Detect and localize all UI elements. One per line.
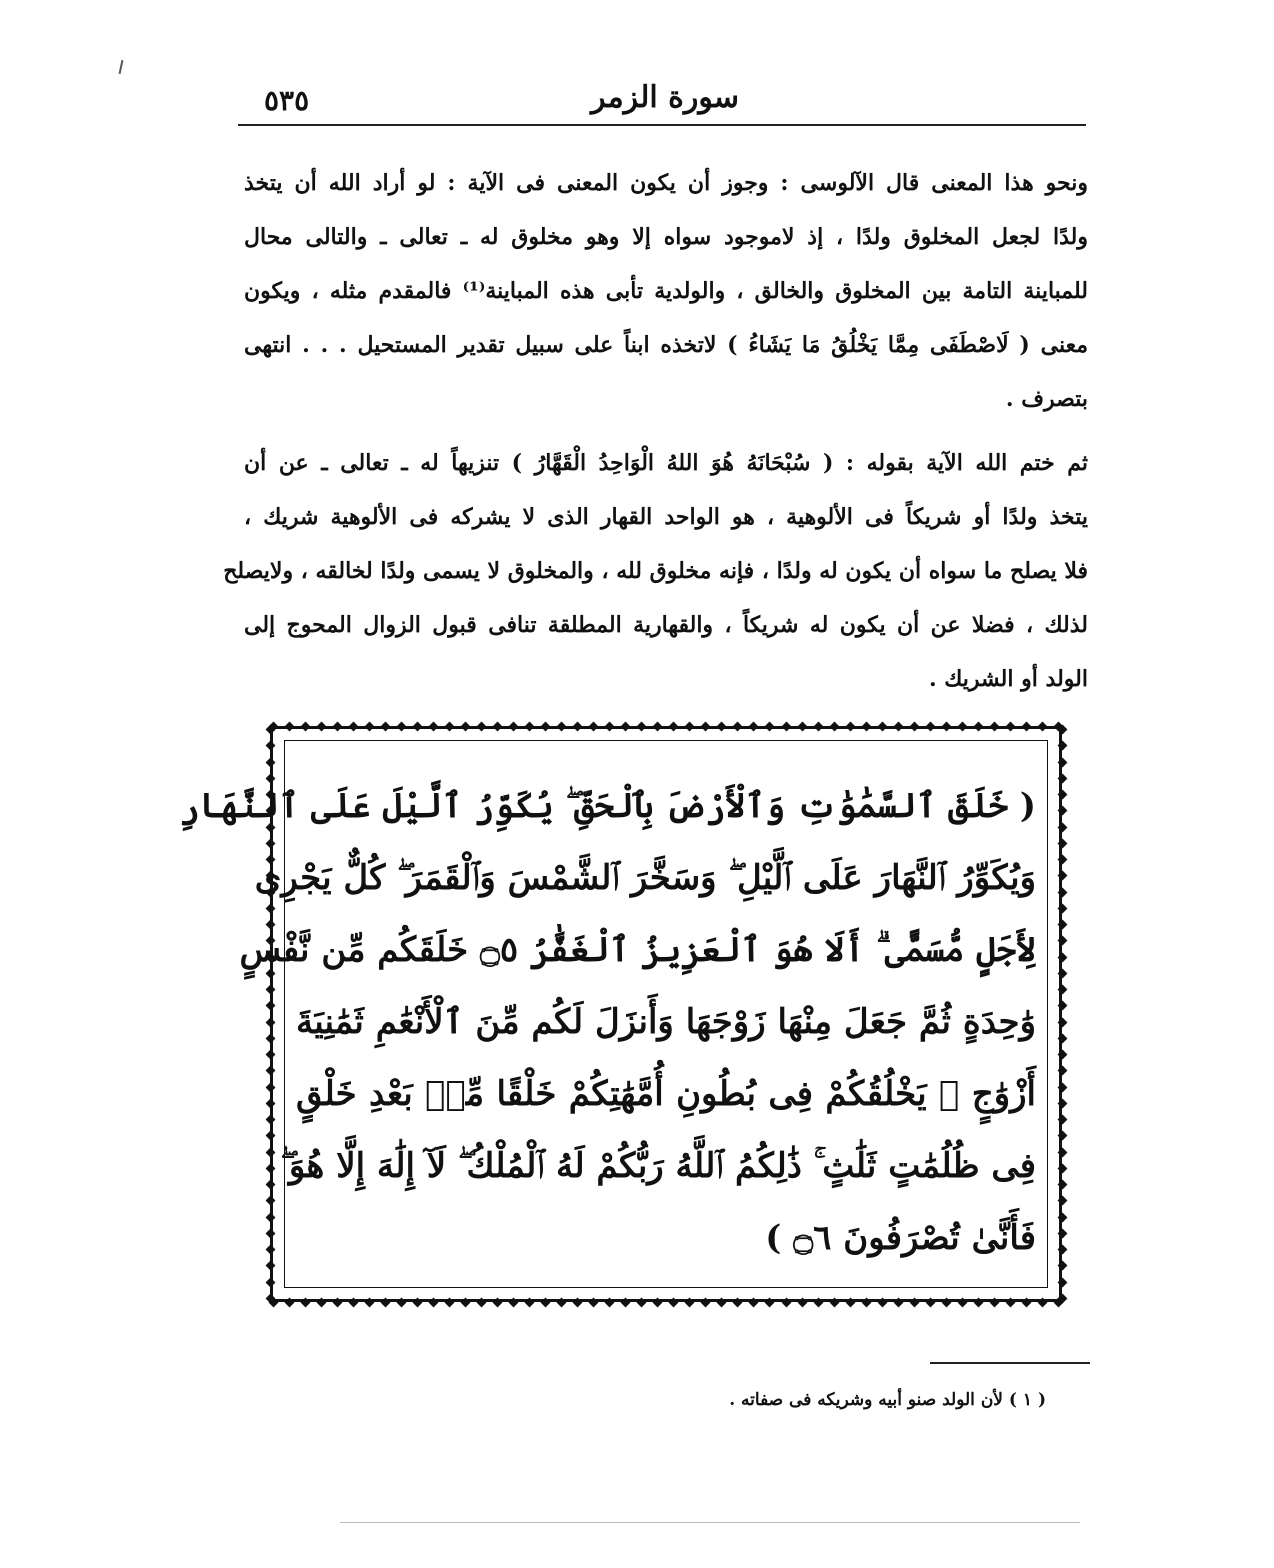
ornament-diamond — [397, 1297, 407, 1307]
ornament-diamond — [637, 721, 647, 731]
ornament-diamond — [717, 1297, 727, 1307]
ornament-diamond — [525, 721, 535, 731]
ornament-diamond — [493, 1297, 503, 1307]
ornament-diamond — [265, 1082, 275, 1092]
verse-line: فِى ظُلُمَٰتٍ ثَلَٰثٍ ۚ ذَٰلِكُمُ ٱللَّهُ رَبُّكُمْ لَهُ ٱلْمُلْكُ ۖ لَآ إِلَٰهَ إِلَّا هُوَ ۖ — [280, 1146, 1036, 1186]
ornament-diamond — [541, 721, 551, 731]
ornament-diamond — [265, 1098, 275, 1108]
ornament-diamond — [1057, 1293, 1067, 1303]
verse-line: لِأَجَلٍ مُّسَمًّى ۗ أَلَا هُوَ ٱلْعَزِيزُ ٱلْغَفَّٰرُ ۝٥ خَلَقَكُم مِّن نَّفْسٍ — [239, 930, 1036, 970]
ornament-diamond — [509, 1297, 519, 1307]
ornament-diamond — [1057, 936, 1067, 946]
ornament-diamond — [557, 721, 567, 731]
ornament-diamond — [265, 1228, 275, 1238]
ornament-diamond — [605, 721, 615, 731]
ornament-diamond — [1057, 1066, 1067, 1076]
ornament-diamond — [589, 1297, 599, 1307]
ornament-diamond — [797, 1297, 807, 1307]
ornament-diamond — [653, 721, 663, 731]
ornament-diamond — [397, 721, 407, 731]
ornament-diamond — [781, 721, 791, 731]
ornament-diamond — [265, 741, 275, 751]
ornament-diamond — [749, 1297, 759, 1307]
ornament-diamond — [893, 1297, 903, 1307]
frame-ornament-top — [270, 719, 1062, 733]
ornament-diamond — [1005, 721, 1015, 731]
ornament-diamond — [1057, 790, 1067, 800]
ornament-diamond — [653, 1297, 663, 1307]
verse-line: أَزْوَٰجٍ ۚ يَخْلُقُكُمْ فِى بُطُونِ أُمَّهَٰتِكُمْ خَلْقًا مِّنۢ بَعْدِ خَلْقٍ — [296, 1074, 1036, 1114]
ornament-diamond — [1057, 822, 1067, 832]
ornament-diamond — [333, 1297, 343, 1307]
ornament-diamond — [333, 721, 343, 731]
ornament-diamond — [765, 721, 775, 731]
ornament-diamond — [265, 1131, 275, 1141]
ornament-diamond — [381, 1297, 391, 1307]
ornament-diamond — [1057, 985, 1067, 995]
text-line: ثم ختم الله الآية بقوله : ( سُبْحَانَهُ هُوَ اللهُ الْوَاحِدُ الْقَهَّارُ ) تنزيهاً له ـ تعالى ـ عن أن — [244, 450, 1088, 476]
ornament-diamond — [541, 1297, 551, 1307]
ornament-diamond — [477, 721, 487, 731]
ornament-diamond — [829, 721, 839, 731]
ornament-diamond — [365, 1297, 375, 1307]
page-number: ٥٣٥ — [264, 84, 310, 117]
ornament-diamond — [813, 721, 823, 731]
verse-line: وَٰحِدَةٍ ثُمَّ جَعَلَ مِنْهَا زَوْجَهَا وَأَنزَلَ لَكُم مِّنَ ٱلْأَنْعَٰمِ ثَمَٰنِيَةَ — [296, 1002, 1036, 1042]
ornament-diamond — [733, 721, 743, 731]
frame-ornament-right — [1055, 726, 1069, 1302]
ornament-diamond — [285, 721, 295, 731]
ornament-diamond — [781, 1297, 791, 1307]
ornament-diamond — [845, 1297, 855, 1307]
ornament-diamond — [1057, 1277, 1067, 1287]
ornament-diamond — [877, 1297, 887, 1307]
ornament-diamond — [265, 1261, 275, 1271]
ornament-diamond — [301, 721, 311, 731]
ornament-diamond — [381, 721, 391, 731]
ornament-diamond — [621, 721, 631, 731]
ornament-diamond — [877, 721, 887, 731]
ornament-diamond — [349, 1297, 359, 1307]
ornament-diamond — [685, 1297, 695, 1307]
ornament-diamond — [669, 1297, 679, 1307]
ornament-diamond — [265, 1163, 275, 1173]
ornament-diamond — [701, 721, 711, 731]
ornament-diamond — [1057, 887, 1067, 897]
ornament-diamond — [1037, 1297, 1047, 1307]
ornament-diamond — [265, 1180, 275, 1190]
ornament-diamond — [265, 1293, 275, 1303]
ornament-diamond — [669, 721, 679, 731]
ornament-diamond — [1057, 838, 1067, 848]
text-line: الولد أو الشريك . — [928, 666, 1088, 692]
ornament-diamond — [265, 1001, 275, 1011]
ornament-diamond — [1021, 721, 1031, 731]
ornament-diamond — [637, 1297, 647, 1307]
ornament-diamond — [1057, 1033, 1067, 1043]
ornament-diamond — [429, 721, 439, 731]
ornament-diamond — [1057, 920, 1067, 930]
ornament-diamond — [973, 721, 983, 731]
ornament-diamond — [621, 1297, 631, 1307]
ornament-diamond — [1057, 1131, 1067, 1141]
ornament-diamond — [301, 1297, 311, 1307]
ornament-diamond — [941, 721, 951, 731]
ornament-diamond — [413, 721, 423, 731]
ornament-diamond — [1057, 952, 1067, 962]
ornament-diamond — [1057, 1180, 1067, 1190]
ornament-diamond — [509, 721, 519, 731]
ornament-diamond — [1057, 968, 1067, 978]
ornament-diamond — [893, 721, 903, 731]
ornament-diamond — [413, 1297, 423, 1307]
ornament-diamond — [829, 1297, 839, 1307]
ornament-diamond — [973, 1297, 983, 1307]
ornament-diamond — [701, 1297, 711, 1307]
ornament-diamond — [909, 721, 919, 731]
ornament-diamond — [1057, 855, 1067, 865]
ornament-diamond — [365, 721, 375, 731]
ornament-diamond — [445, 721, 455, 731]
ornament-diamond — [265, 757, 275, 767]
text-line: ونحو هذا المعنى قال الآلوسى : وجوز أن يكون المعنى فى الآية : لو أراد الله أن يتخذ — [244, 170, 1088, 196]
ornament-diamond — [1057, 741, 1067, 751]
ornament-diamond — [1057, 1245, 1067, 1255]
verse-line: وَيُكَوِّرُ ٱلنَّهَارَ عَلَى ٱلَّيْلِ ۖ وَسَخَّرَ ٱلشَّمْسَ وَٱلْقَمَرَ ۖ كُلٌّ يَجْرِى — [254, 858, 1036, 898]
ornament-diamond — [1057, 903, 1067, 913]
ornament-diamond — [941, 1297, 951, 1307]
ornament-diamond — [265, 1196, 275, 1206]
footnote-rule — [930, 1362, 1090, 1364]
text-line: فلا يصلح ما سواه أن يكون له ولدًا ، فإنه مخلوق لله ، والمخلوق لا يسمى ولدًا لخالقه ، ولايصلح — [223, 558, 1088, 584]
frame-ornament-bottom — [270, 1295, 1062, 1309]
ornament-diamond — [1057, 725, 1067, 735]
ornament-diamond — [265, 725, 275, 735]
ornament-diamond — [265, 1017, 275, 1027]
ornament-diamond — [1037, 721, 1047, 731]
ornament-diamond — [797, 721, 807, 731]
ornament-diamond — [685, 721, 695, 731]
ornament-diamond — [477, 1297, 487, 1307]
text-line: يتخذ ولدًا أو شريكاً فى الألوهية ، هو الواحد القهار الذى لا يشركه فى الألوهية شريك ، — [244, 504, 1088, 530]
ornament-diamond — [861, 721, 871, 731]
ornament-diamond — [589, 721, 599, 731]
verse-line: ( خَلَقَ ٱلسَّمَٰوَٰتِ وَٱلْأَرْضَ بِٱلْحَقِّ ۖ يُكَوِّرُ ٱلَّيْلَ عَلَى ٱلنَّهَارِ — [179, 786, 1036, 826]
verse-line: فَأَنَّىٰ تُصْرَفُونَ ۝٦ ) — [765, 1218, 1036, 1258]
text-line: لذلك ، فضلا عن أن يكون له شريكاً ، والقهارية المطلقة تنافى قبول الزوال المحوج إلى — [244, 612, 1088, 638]
ornament-diamond — [265, 1212, 275, 1222]
ornament-diamond — [1057, 1098, 1067, 1108]
ornament-diamond — [445, 1297, 455, 1307]
ornament-diamond — [1057, 1147, 1067, 1157]
ornament-diamond — [813, 1297, 823, 1307]
ornament-diamond — [749, 721, 759, 731]
ornament-diamond — [461, 721, 471, 731]
text-line: معنى ( لَاصْطَفَى مِمَّا يَخْلُقُ مَا يَشَاءُ ) لاتخذه ابناً على سبيل تقدير المستحيل . . . انتهى — [244, 332, 1088, 358]
ornament-diamond — [1005, 1297, 1015, 1307]
scan-bottom-line — [340, 1522, 1080, 1523]
ornament-diamond — [265, 985, 275, 995]
surah-title: سورة الزمر — [591, 80, 739, 115]
ornament-diamond — [265, 1245, 275, 1255]
ornament-diamond — [1057, 757, 1067, 767]
ornament-diamond — [1057, 1163, 1067, 1173]
ornament-diamond — [605, 1297, 615, 1307]
ornament-diamond — [957, 721, 967, 731]
text-line: للمباينة التامة بين المخلوق والخالق ، والولدية تأبى هذه المباينة⁽¹⁾ فالمقدم مثله ، ويكون — [244, 278, 1088, 304]
ornament-diamond — [317, 1297, 327, 1307]
ornament-diamond — [1057, 871, 1067, 881]
text-line: بتصرف . — [1005, 386, 1088, 412]
text-line: ولدًا لجعل المخلوق ولدًا ، إذ لاموجود سواه إلا وهو مخلوق له ـ تعالى ـ والتالى محال — [244, 224, 1088, 250]
ornament-diamond — [1057, 1017, 1067, 1027]
ornament-diamond — [1057, 1228, 1067, 1238]
ornament-diamond — [265, 1277, 275, 1287]
ornament-diamond — [1057, 1050, 1067, 1060]
ornament-diamond — [429, 1297, 439, 1307]
ornament-diamond — [1057, 1261, 1067, 1271]
ornament-diamond — [265, 1050, 275, 1060]
ornament-diamond — [285, 1297, 295, 1307]
ornament-diamond — [845, 721, 855, 731]
ornament-diamond — [493, 721, 503, 731]
ornament-diamond — [317, 721, 327, 731]
ornament-diamond — [573, 721, 583, 731]
ornament-diamond — [525, 1297, 535, 1307]
ornament-diamond — [861, 1297, 871, 1307]
ornament-diamond — [1057, 1001, 1067, 1011]
ornament-diamond — [717, 721, 727, 731]
ornament-diamond — [989, 1297, 999, 1307]
ornament-diamond — [349, 721, 359, 731]
ornament-diamond — [1057, 1212, 1067, 1222]
ornament-diamond — [265, 1115, 275, 1125]
ornament-diamond — [1057, 1196, 1067, 1206]
ornament-diamond — [925, 1297, 935, 1307]
ornament-diamond — [265, 1147, 275, 1157]
ornament-diamond — [573, 1297, 583, 1307]
ornament-diamond — [461, 1297, 471, 1307]
ornament-diamond — [1057, 1082, 1067, 1092]
stray-mark — [119, 60, 124, 74]
ornament-diamond — [989, 721, 999, 731]
ornament-diamond — [1057, 806, 1067, 816]
ornament-diamond — [265, 1066, 275, 1076]
ornament-diamond — [925, 721, 935, 731]
ornament-diamond — [265, 1033, 275, 1043]
ornament-diamond — [733, 1297, 743, 1307]
header-rule — [238, 124, 1086, 126]
quran-verse-block — [179, 770, 1036, 1274]
ornament-diamond — [1057, 1115, 1067, 1125]
commentary-paragraph-1 — [244, 156, 1088, 426]
ornament-diamond — [1057, 773, 1067, 783]
footnote: ( ١ ) لأن الولد صنو أبيه وشريكه فى صفاته . — [729, 1390, 1046, 1410]
ornament-diamond — [765, 1297, 775, 1307]
ornament-diamond — [1021, 1297, 1031, 1307]
ornament-diamond — [909, 1297, 919, 1307]
commentary-paragraph-2 — [223, 436, 1088, 706]
ornament-diamond — [557, 1297, 567, 1307]
ornament-diamond — [957, 1297, 967, 1307]
